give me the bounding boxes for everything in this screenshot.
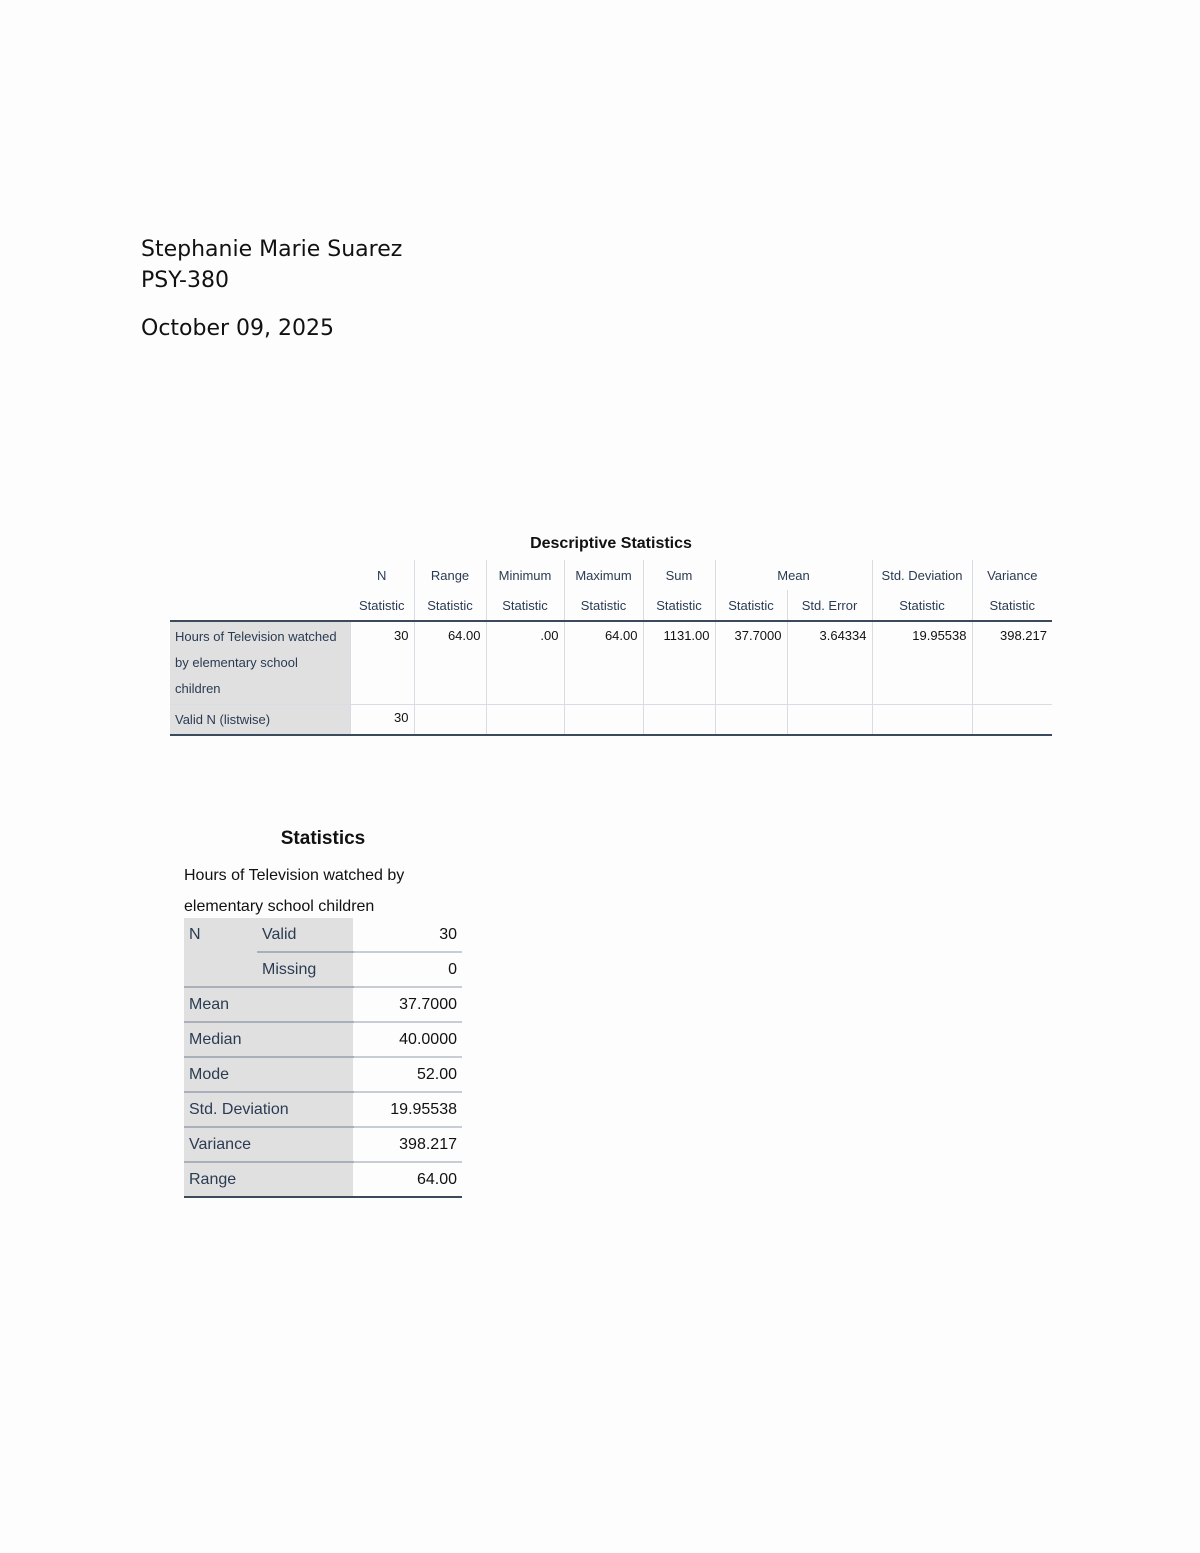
row-value: 398.217 (353, 1127, 462, 1162)
sub-statistic: Statistic (414, 590, 486, 621)
descriptive-statistics-title: Descriptive Statistics (530, 535, 692, 552)
table-row (184, 952, 462, 987)
cell-maximum: 64.00 (564, 621, 643, 705)
sub-statistic: Statistic (486, 590, 564, 621)
row-label: Std. Deviation (184, 1092, 353, 1127)
empty-cell (715, 705, 787, 736)
row-value: 64.00 (353, 1162, 462, 1197)
n-label-spacer (184, 952, 257, 987)
valid-value: 30 (353, 918, 462, 952)
table-row (184, 987, 462, 1022)
empty-cell (872, 705, 972, 736)
table-row (170, 621, 1052, 705)
row-label: Range (184, 1162, 353, 1197)
row-label: Hours of Television watched by elementary school children (170, 621, 350, 705)
col-mean: Mean (715, 560, 872, 590)
sub-std-error: Std. Error (787, 590, 872, 621)
col-n: N (377, 567, 387, 583)
author-name: Stephanie Marie Suarez (141, 237, 403, 262)
table-row (184, 1057, 462, 1092)
corner-cell (170, 560, 350, 590)
col-sum: Sum (643, 560, 715, 590)
col-variance: Variance (972, 560, 1052, 590)
row-label: Mode (184, 1057, 353, 1092)
empty-cell (414, 705, 486, 736)
table-row (184, 1092, 462, 1127)
sub-statistic: Statistic (350, 590, 414, 621)
n-label: N (184, 918, 257, 952)
empty-cell (486, 705, 564, 736)
missing-label: Missing (257, 952, 353, 987)
row-value: 52.00 (353, 1057, 462, 1092)
missing-value: 0 (353, 952, 462, 987)
cell-variance: 398.217 (972, 621, 1052, 705)
sub-statistic: Statistic (972, 590, 1052, 621)
cell-std-deviation: 19.95538 (872, 621, 972, 705)
cell-mean: 37.7000 (715, 621, 787, 705)
empty-cell (972, 705, 1052, 736)
document-header (141, 234, 402, 344)
sub-statistic: Statistic (872, 590, 972, 621)
statistics-title: Statistics (280, 828, 366, 849)
subtitle-line: elementary school children (184, 898, 375, 915)
empty-cell (643, 705, 715, 736)
descriptive-statistics-table (170, 560, 1052, 736)
row-value: 40.0000 (353, 1022, 462, 1057)
row-label: Variance (184, 1127, 353, 1162)
row-label: Valid N (listwise) (170, 705, 350, 736)
cell-sum: 1131.00 (643, 621, 715, 705)
subheader-row (170, 590, 1052, 621)
cell-mean-std-error: 3.64334 (787, 621, 872, 705)
table-row (170, 705, 1052, 736)
table-row (184, 1022, 462, 1057)
valid-label: Valid (257, 918, 353, 952)
sub-statistic: Statistic (643, 590, 715, 621)
course-code: PSY-380 (141, 268, 229, 293)
table-row (184, 1162, 462, 1197)
subtitle-line: Hours of Television watched by (184, 867, 405, 884)
row-label: Median (184, 1022, 353, 1057)
empty-cell (787, 705, 872, 736)
col-minimum: Minimum (486, 560, 564, 590)
table-row (184, 1127, 462, 1162)
table-row (184, 918, 462, 952)
cell-minimum: .00 (486, 621, 564, 705)
empty-cell (564, 705, 643, 736)
col-std-deviation: Std. Deviation (872, 560, 972, 590)
statistics-table (184, 918, 462, 1198)
row-value: 37.7000 (353, 987, 462, 1022)
header-row (170, 560, 1052, 590)
row-value: 19.95538 (353, 1092, 462, 1127)
sub-statistic: Statistic (715, 590, 787, 621)
sub-statistic: Statistic (564, 590, 643, 621)
row-label: Mean (184, 987, 353, 1022)
statistics-subtitle (184, 860, 474, 922)
document-date: October 09, 2025 (141, 316, 335, 341)
cell-n: 30 (350, 705, 414, 736)
col-range: Range (414, 560, 486, 590)
corner-cell (170, 590, 350, 621)
col-maximum: Maximum (564, 560, 643, 590)
cell-n: 30 (350, 621, 414, 705)
cell-range: 64.00 (414, 621, 486, 705)
